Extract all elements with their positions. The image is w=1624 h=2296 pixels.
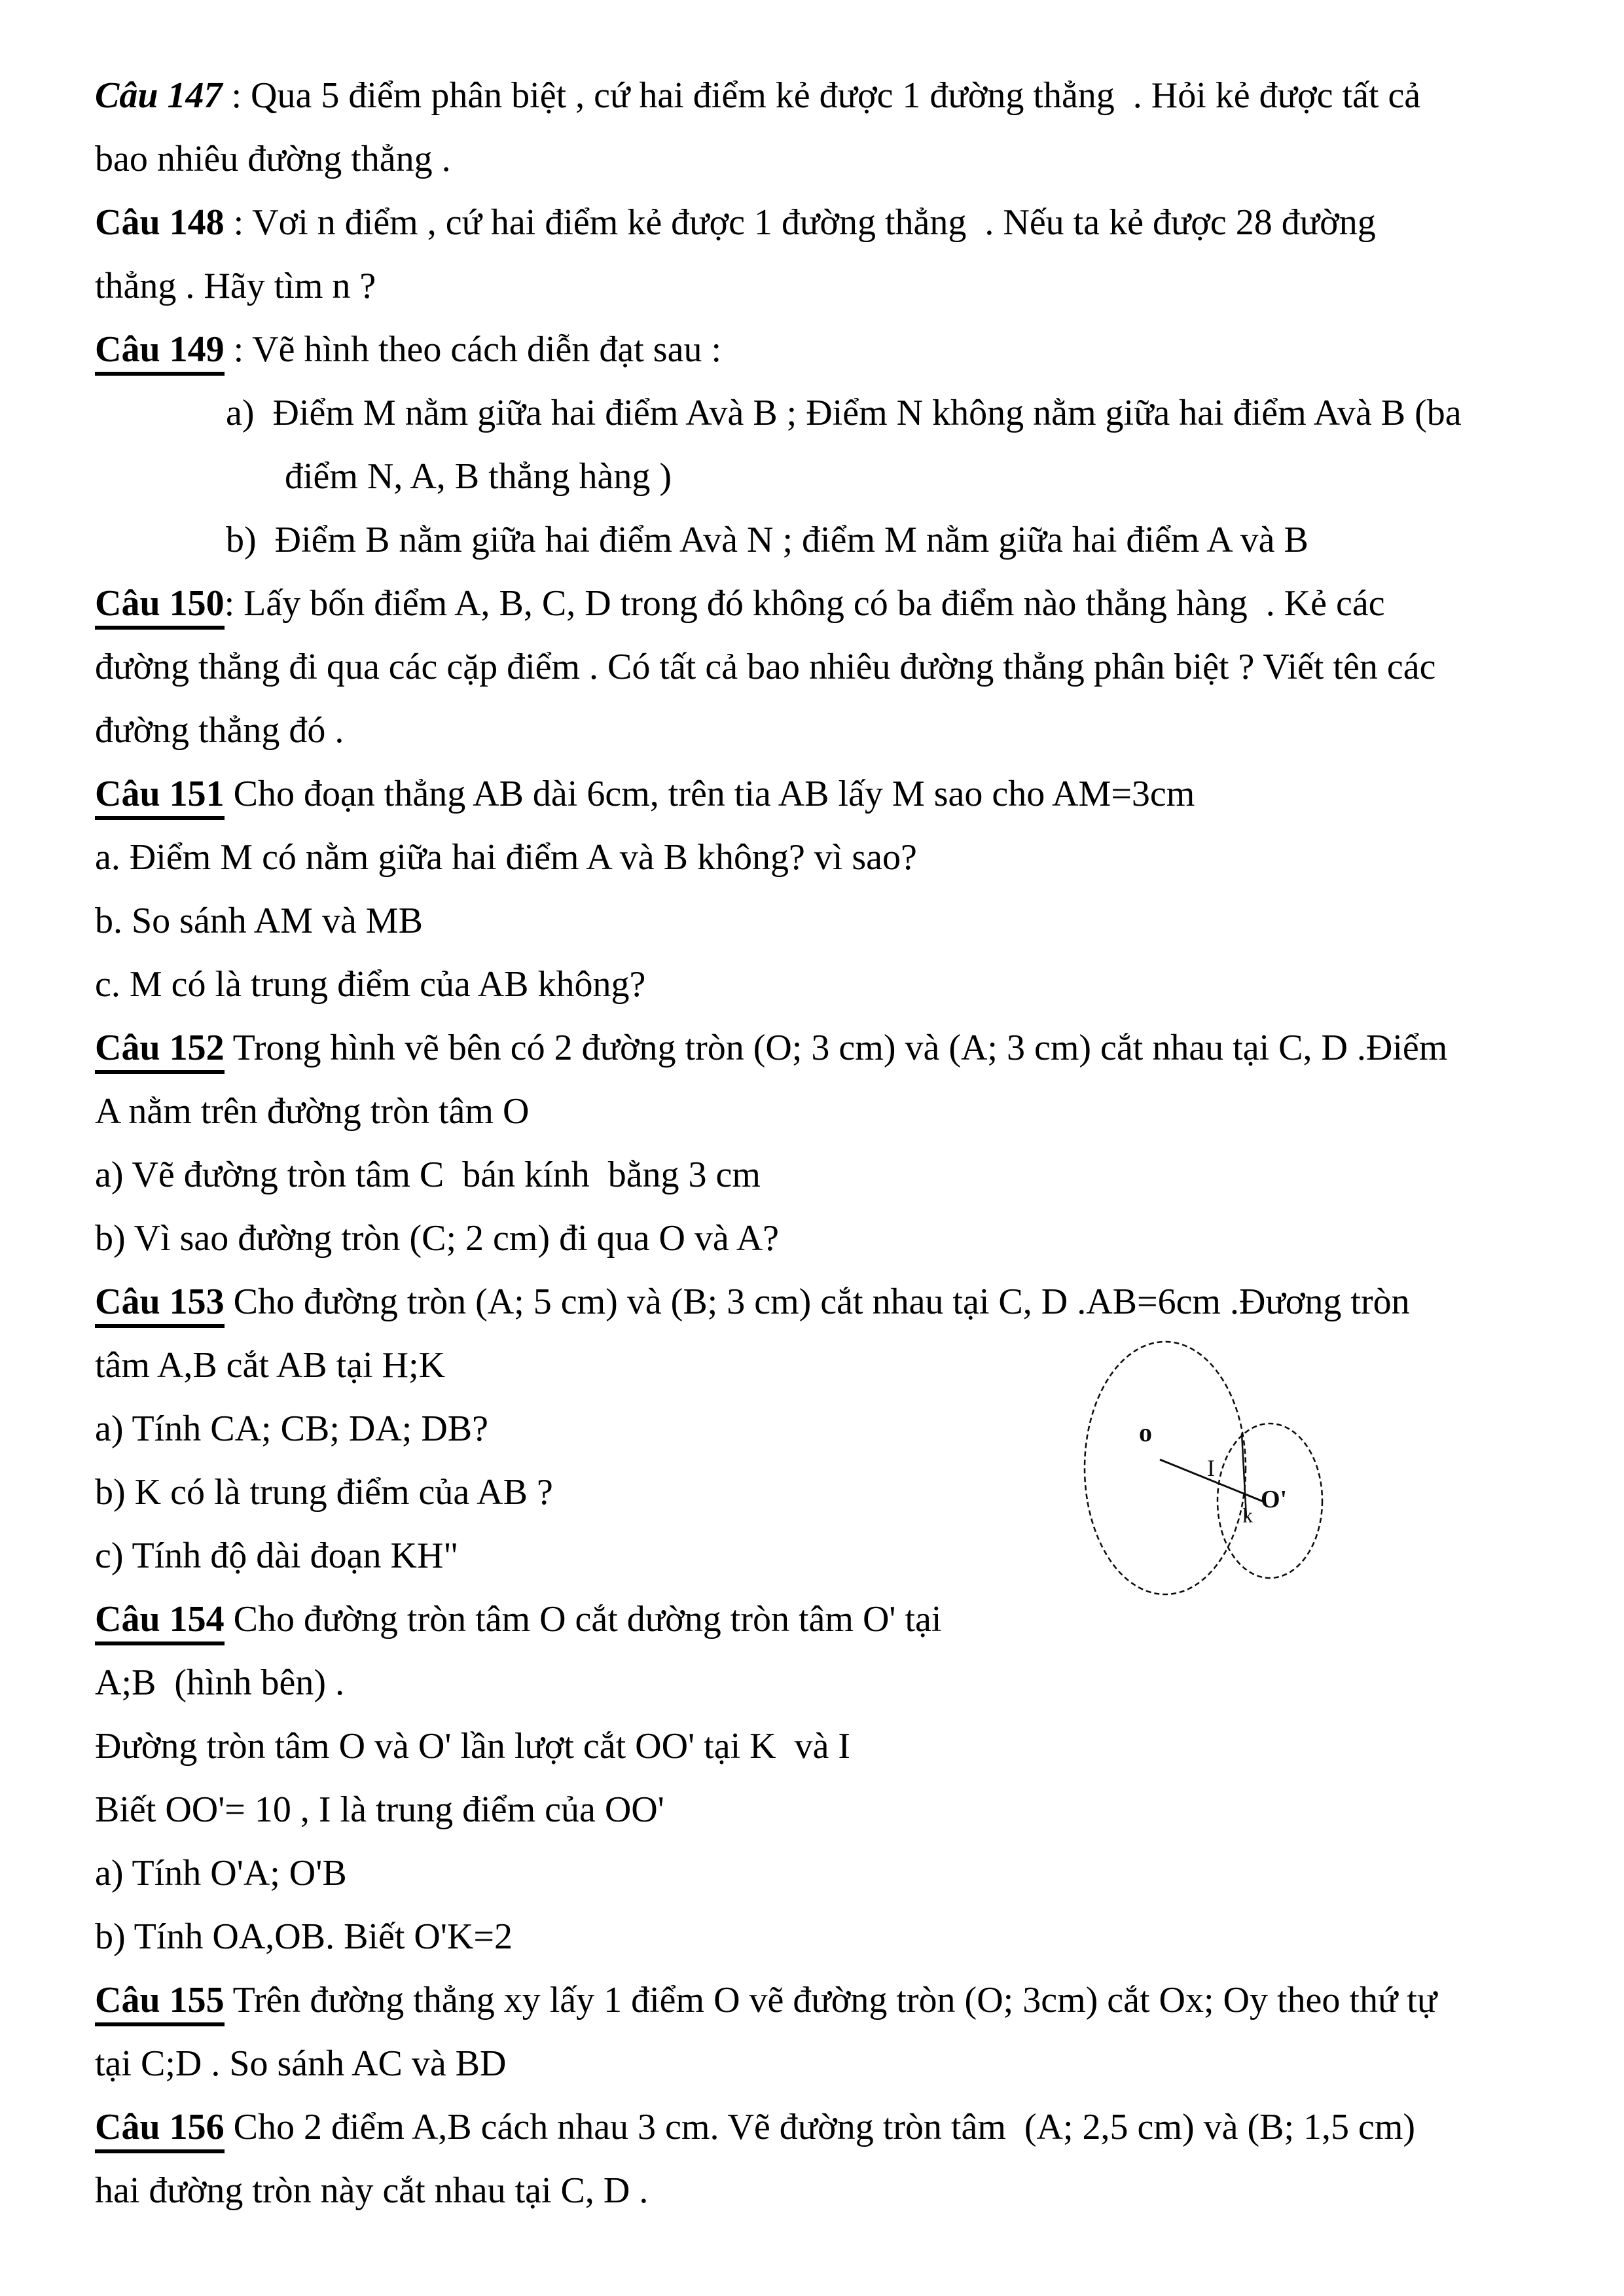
question-label: Câu 156 — [95, 2107, 225, 2153]
text-line — [285, 445, 1594, 509]
question-label: Câu 151 — [95, 774, 225, 820]
text-line — [95, 1143, 1594, 1207]
line-text: Cho đường tròn tâm O cắt dường tròn tâm O' tại — [224, 1599, 942, 1640]
text-line — [95, 1270, 1594, 1334]
text-line — [226, 382, 1594, 445]
text-line — [95, 1461, 1594, 1524]
text-line — [95, 572, 1594, 636]
text-line — [95, 1397, 1594, 1461]
line-text: b. So sánh AM và MB — [95, 901, 423, 941]
question-label: Câu 153 — [95, 1282, 225, 1328]
line-text: đường thẳng đó . — [95, 710, 344, 751]
text-line — [95, 1016, 1594, 1080]
question-label: Câu 147 — [95, 75, 223, 116]
question-label: Câu 149 — [95, 329, 225, 376]
line-text: b) Tính OA,OB. Biết O'K=2 — [95, 1916, 513, 1957]
text-line — [95, 255, 1594, 318]
line-text: Biết OO'= 10 , I là trung điểm của OO' — [95, 1789, 664, 1830]
line-text: b) Điểm B nằm giữa hai điểm Avà N ; điểm M nằm giữa hai điểm A và B — [226, 520, 1308, 560]
question-label: Câu 155 — [95, 1980, 225, 2026]
line-text: b) K có là trung điểm của AB ? — [95, 1472, 553, 1513]
label-I: I — [1207, 1455, 1215, 1481]
line-text: a) Điểm M nằm giữa hai điểm Avà B ; Điểm N không nằm giữa hai điểm Avà B (ba — [226, 393, 1462, 433]
line-text: điểm N, A, B thẳng hàng ) — [285, 456, 672, 497]
text-line — [95, 826, 1594, 889]
text-line — [95, 2096, 1594, 2159]
text-line — [95, 1905, 1594, 1969]
line-text: : Vẽ hình theo cách diễn đạt sau : — [224, 329, 722, 370]
text-line — [95, 762, 1594, 826]
text-line — [95, 318, 1594, 382]
text-line — [95, 1969, 1594, 2032]
line-text: c) Tính độ dài đoạn KH" — [95, 1535, 459, 1576]
text-line — [95, 889, 1594, 953]
line-text: b) Vì sao đường tròn (C; 2 cm) đi qua O và A? — [95, 1218, 779, 1259]
line-text: thẳng . Hãy tìm n ? — [95, 266, 376, 306]
line-text: Đường tròn tâm O và O' lần lượt cắt OO' tại K và I — [95, 1726, 851, 1767]
line-text: Cho đoạn thẳng AB dài 6cm, trên tia AB lấy M sao cho AM=3cm — [224, 774, 1195, 814]
question-label: Câu 154 — [95, 1599, 225, 1645]
line-text: hai đường tròn này cắt nhau tại C, D . — [95, 2170, 649, 2211]
text-line — [95, 1334, 1594, 1397]
text-line — [95, 2159, 1594, 2223]
question-label: Câu 150 — [95, 583, 225, 630]
label-O: o — [1139, 1418, 1152, 1447]
line-text: a. Điểm M có nằm giữa hai điểm A và B không? vì sao? — [95, 837, 917, 878]
line-text: a) Tính CA; CB; DA; DB? — [95, 1408, 488, 1449]
line-text: a) Vẽ đường tròn tâm C bán kính bằng 3 cm — [95, 1155, 761, 1195]
line-text: A nằm trên đường tròn tâm O — [95, 1091, 530, 1132]
text-line — [95, 1588, 1594, 1651]
line-text: tâm A,B cắt AB tại H;K — [95, 1345, 446, 1386]
text-line — [95, 699, 1594, 762]
line-text: A;B (hình bên) . — [95, 1662, 345, 1703]
line-text: c. M có là trung điểm của AB không? — [95, 964, 646, 1005]
text-line — [95, 2032, 1594, 2096]
text-line — [95, 1524, 1594, 1588]
line-text: Trong hình vẽ bên có 2 đường tròn (O; 3 cm) và (A; 3 cm) cắt nhau tại C, D .Điểm — [224, 1028, 1448, 1068]
text-line — [95, 1715, 1594, 1778]
line-text: đường thẳng đi qua các cặp điểm . Có tất cả bao nhiêu đường thẳng phân biệt ? Viết tên các — [95, 647, 1436, 687]
label-O-prime: O' — [1261, 1486, 1288, 1513]
line-text: a) Tính O'A; O'B — [95, 1853, 347, 1893]
text-line — [95, 953, 1594, 1016]
line-text: : Vơi n điểm , cứ hai điểm kẻ được 1 đường thẳng . Nếu ta kẻ được 28 đường — [224, 202, 1376, 243]
line-text: Cho 2 điểm A,B cách nhau 3 cm. Vẽ đường tròn tâm (A; 2,5 cm) và (B; 1,5 cm) — [224, 2107, 1416, 2147]
text-line — [95, 128, 1594, 191]
question-label: Câu 148 — [95, 202, 225, 243]
line-text: Cho đường tròn (A; 5 cm) và (B; 3 cm) cắt nhau tại C, D .AB=6cm .Đương tròn — [224, 1282, 1410, 1322]
label-k: k — [1242, 1503, 1253, 1527]
line-text: Trên đường thẳng xy lấy 1 điểm O vẽ đường tròn (O; 3cm) cắt Ox; Oy theo thứ tự — [224, 1980, 1437, 2020]
text-line — [95, 1651, 1594, 1715]
text-line — [95, 191, 1594, 255]
line-text: : Qua 5 điểm phân biệt , cứ hai điểm kẻ được 1 đường thẳng . Hỏi kẻ được tất cả — [222, 75, 1421, 116]
text-line — [95, 1778, 1594, 1842]
text-line — [95, 1207, 1594, 1270]
text-line — [95, 64, 1594, 128]
line-text: bao nhiêu đường thẳng . — [95, 139, 451, 179]
text-line — [95, 1842, 1594, 1905]
text-line — [95, 636, 1594, 699]
line-text: tại C;D . So sánh AC và BD — [95, 2043, 507, 2084]
document-text — [95, 64, 1594, 2223]
text-line — [226, 509, 1594, 572]
question-label: Câu 152 — [95, 1028, 225, 1074]
text-line — [95, 1080, 1594, 1143]
line-text: : Lấy bốn điểm A, B, C, D trong đó không có ba điểm nào thẳng hàng . Kẻ các — [224, 583, 1385, 624]
